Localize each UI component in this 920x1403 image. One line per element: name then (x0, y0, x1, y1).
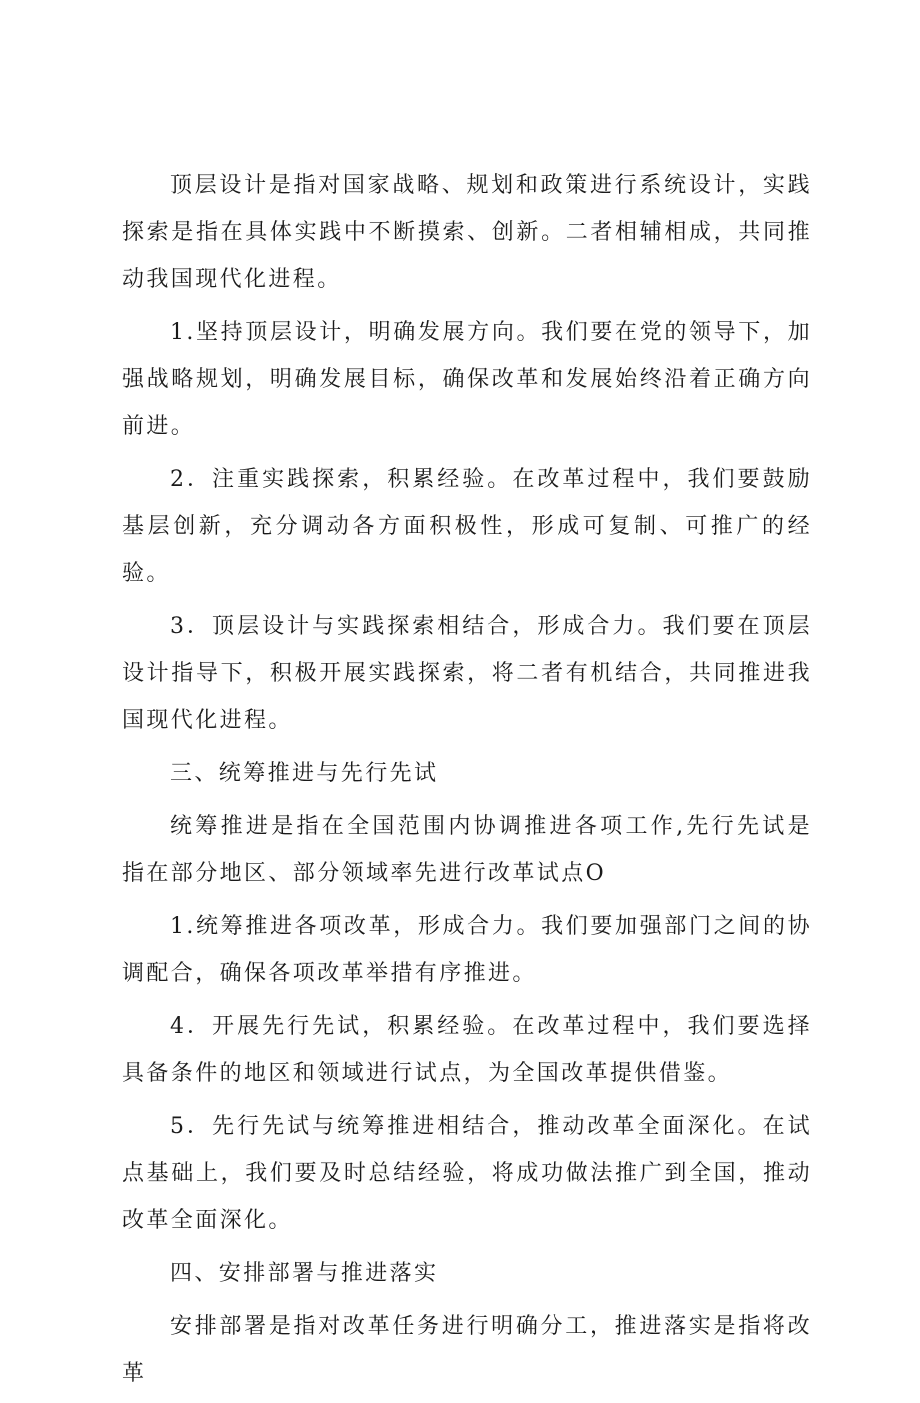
paragraph-intro: 顶层设计是指对国家战略、规划和政策进行系统设计，实践探索是指在具体实践中不断摸索、创新。二者相辅相成，共同推动我国现代化进程。 (122, 173, 812, 292)
paragraph-section-3-intro: 统筹推进是指在全国范围内协调推进各项工作,先行先试是指在部分地区、部分领域率先进行改革试点O (122, 814, 812, 886)
paragraph-section-3-item-4: 4．开展先行先试，积累经验。在改革过程中，我们要选择具备条件的地区和领域进行试点，为全国改革提供借鉴。 (122, 1014, 812, 1086)
section-heading-3: 三、统筹推进与先行先试 (170, 761, 439, 786)
paragraph-item-3: 3．顶层设计与实践探索相结合，形成合力。我们要在顶层设计指导下，积极开展实践探索，将二者有机结合，共同推进我国现代化进程。 (122, 614, 812, 733)
document-body (122, 162, 812, 1403)
section-heading-4: 四、安排部署与推进落实 (170, 1261, 439, 1286)
paragraph-section-3-item-1: 1.统筹推进各项改革，形成合力。我们要加强部门之间的协调配合，确保各项改革举措有序推进。 (122, 914, 812, 986)
paragraph-item-2: 2．注重实践探索，积累经验。在改革过程中，我们要鼓励基层创新，充分调动各方面积极性，形成可复制、可推广的经验。 (122, 467, 812, 586)
paragraph-section-3-item-5: 5．先行先试与统筹推进相结合，推动改革全面深化。在试点基础上，我们要及时总结经验，将成功做法推广到全国，推动改革全面深化。 (122, 1114, 812, 1233)
paragraph-section-4-intro: 安排部署是指对改革任务进行明确分工，推进落实是指将改革 (122, 1314, 812, 1386)
paragraph-item-1: 1.坚持顶层设计，明确发展方向。我们要在党的领导下，加强战略规划，明确发展目标，确保改革和发展始终沿着正确方向前进。 (122, 320, 812, 439)
